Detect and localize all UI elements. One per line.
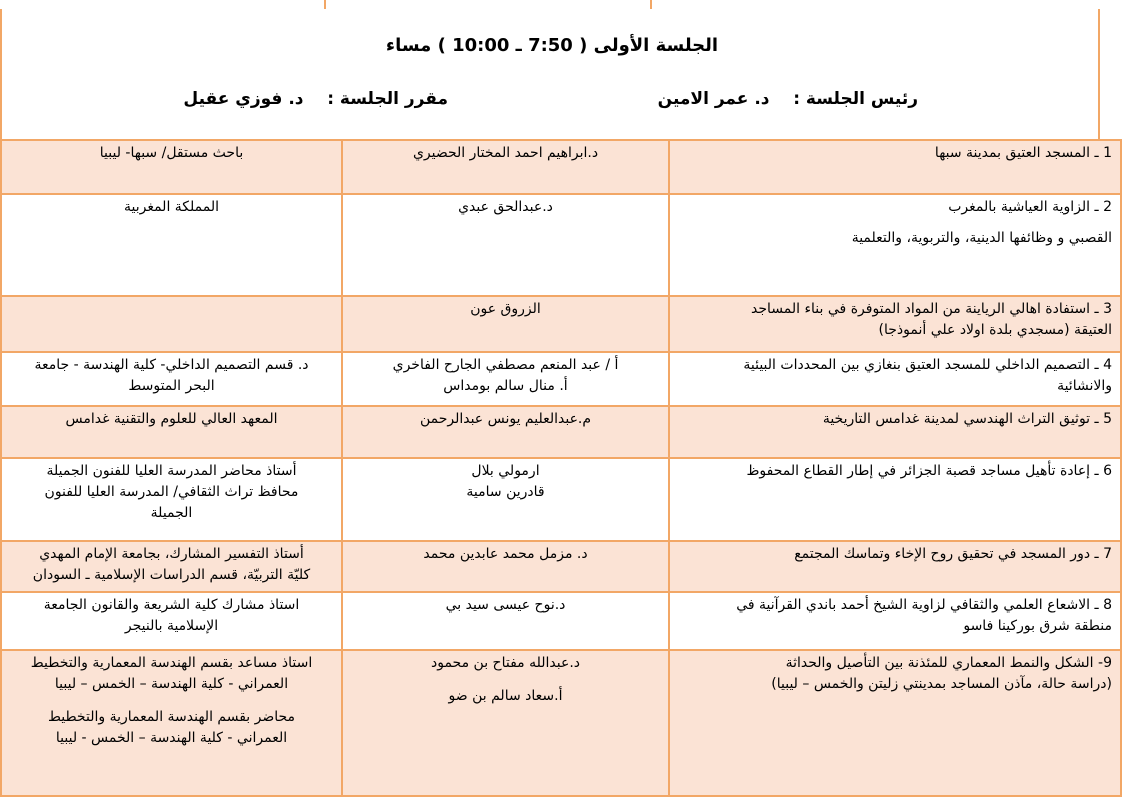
session-rapporteur [183,89,448,109]
topic-cell-line: 2 ـ الزاوية العياشية بالمغرب [948,199,1112,215]
table-row [1,352,1121,406]
topic-cell-line: (دراسة حالة، مآذن المساجد بمدينتي زليتن والخمس – ليبيا) [771,676,1112,692]
speakers-cell [342,541,669,592]
affiliation-cell-line: استاذ مساعد بقسم الهندسة المعمارية والتخطيط [30,655,313,671]
affiliation-cell [1,592,342,650]
speakers-cell [342,296,669,352]
session-chair [658,89,918,109]
affiliation-cell-line [10,695,333,707]
affiliation-cell-line: استاذ مشارك كلية الشريعة والقانون الجامعة [43,597,300,613]
speakers-cell-line: أ / عبد المنعم مصطفي الجارح الفاخري [392,357,619,373]
topic-cell-line: 4 ـ التصميم الداخلي للمسجد العتيق بنغازي بين المحددات البيئية [743,357,1112,373]
table-row [1,406,1121,458]
affiliation-cell-line: المعهد العالي للعلوم والتقنية غدامس [65,411,278,427]
speakers-cell-line: قادرين سامية [466,484,545,500]
topic-cell [669,296,1121,352]
speakers-cell-line: أ.سعاد سالم بن ضو [448,688,563,704]
affiliation-cell [1,458,342,541]
affiliation-cell-line [10,299,333,311]
topic-cell-line: 9- الشكل والنمط المعماري للمئذنة بين التأصيل والحداثة [785,655,1112,671]
topic-cell-line: 6 ـ إعادة تأهيل مساجد قصبة الجزائر في إطار القطاع المحفوظ [746,463,1112,479]
topic-cell-line: والانشائية [1057,378,1112,394]
topic-cell [669,541,1121,592]
table-row [1,140,1121,194]
affiliation-cell [1,406,342,458]
speakers-cell-line [351,674,660,686]
session-title: الجلسة الأولى ( 7:50 ـ 10:00 ) مساء [385,35,719,56]
speakers-cell-line: د.عبدالحق عبدي [458,199,553,215]
topic-cell-line: القصبي و وظائفها الدينية، والتربوية، والتعلمية [851,230,1112,246]
topic-cell-line: 7 ـ دور المسجد في تحقيق روح الإخاء وتماسك المجتمع [794,546,1112,562]
affiliation-cell [1,194,342,296]
chair-name: د. عمر الامين [657,89,770,109]
session-header [0,9,1100,139]
table-row [1,296,1121,352]
affiliation-cell [1,140,342,194]
affiliation-cell-line: كليّة التربيّة، قسم الدراسات الإسلامية ـ السودان [32,567,311,583]
affiliation-cell-line: أستاذ محاضر المدرسة العليا للفنون الجميلة [46,463,297,479]
speakers-cell [342,592,669,650]
schedule-rows [1,140,1121,796]
topic-cell-line: العتيقة (مسجدي بلدة اولاد علي أنموذجا) [878,322,1112,338]
speakers-cell [342,458,669,541]
table-row [1,650,1121,796]
topic-cell [669,140,1121,194]
affiliation-cell-line: الجميلة [150,505,193,521]
table-row [1,592,1121,650]
topic-cell-line: 1 ـ المسجد العتيق بمدينة سبها [934,145,1112,161]
topic-cell [669,352,1121,406]
topic-cell-line: 8 ـ الاشعاع العلمي والثقافي لزاوية الشيخ أحمد باندي القرآنية في [736,597,1112,613]
topic-cell [669,650,1121,796]
speakers-cell-line: م.عبدالعليم يونس عبدالرحمن [419,411,592,427]
table-row [1,194,1121,296]
affiliation-cell-line: د. قسم التصميم الداخلي- كلية الهندسة - جامعة [34,357,309,373]
speakers-cell [342,352,669,406]
topic-cell [669,458,1121,541]
affiliation-cell-line: العمراني - كلية الهندسة – الخمس – ليبيا [54,676,289,692]
affiliation-cell-line: الإسلامية بالنيجر [124,618,219,634]
affiliation-cell-line: محاضر بقسم الهندسة المعمارية والتخطيط [47,709,296,725]
speakers-cell [342,194,669,296]
affiliation-cell-line: محافظ تراث الثقافي/ المدرسة العليا للفنون [44,484,299,500]
chair-label: رئيس الجلسة : [793,89,918,109]
topic-cell-line: 3 ـ استفادة اهالي الرياينة من المواد المتوفرة في بناء المساجد [751,301,1112,317]
topic-cell-line: 5 ـ توثيق التراث الهندسي لمدينة غدامس التاريخية [822,411,1112,427]
topic-cell [669,406,1121,458]
affiliation-cell-line: المملكة المغربية [123,199,220,215]
affiliation-cell-line: العمراني - كلية الهندسة – الخمس - ليبيا [55,730,288,746]
speakers-cell-line: أ. منال سالم بومداس [443,378,568,394]
affiliation-cell [1,650,342,796]
rapporteur-label: مقرر الجلسة : [327,89,448,109]
speakers-cell-line: د.نوح عيسى سيد بي [445,597,566,613]
speakers-cell-line: د. مزمل محمد عابدين محمد [423,546,588,562]
speakers-cell [342,650,669,796]
rapporteur-name: د. فوزي عقيل [183,89,304,109]
speakers-cell-line: د.ابراهيم احمد المختار الحضيري [412,145,599,161]
speakers-cell-line: د.عبدالله مفتاح بن محمود [430,655,581,671]
affiliation-cell-line: أستاذ التفسير المشارك، بجامعة الإمام المهدي [39,546,304,562]
topic-cell-line: منطقة شرق بوركينا فاسو [963,618,1112,634]
speakers-cell-line: ارمولي بلال [471,463,540,479]
table-row [1,458,1121,541]
topic-cell [669,592,1121,650]
affiliation-cell-line: البحر المتوسط [128,378,215,394]
speakers-cell-line: الزروق عون [470,301,541,317]
speakers-cell [342,406,669,458]
speakers-cell [342,140,669,194]
affiliation-cell [1,541,342,592]
topic-cell [669,194,1121,296]
affiliation-cell [1,296,342,352]
table-row [1,541,1121,592]
affiliation-cell-line: باحث مستقل/ سبها- ليبيا [99,145,244,161]
affiliation-cell [1,352,342,406]
schedule-table [0,139,1122,797]
